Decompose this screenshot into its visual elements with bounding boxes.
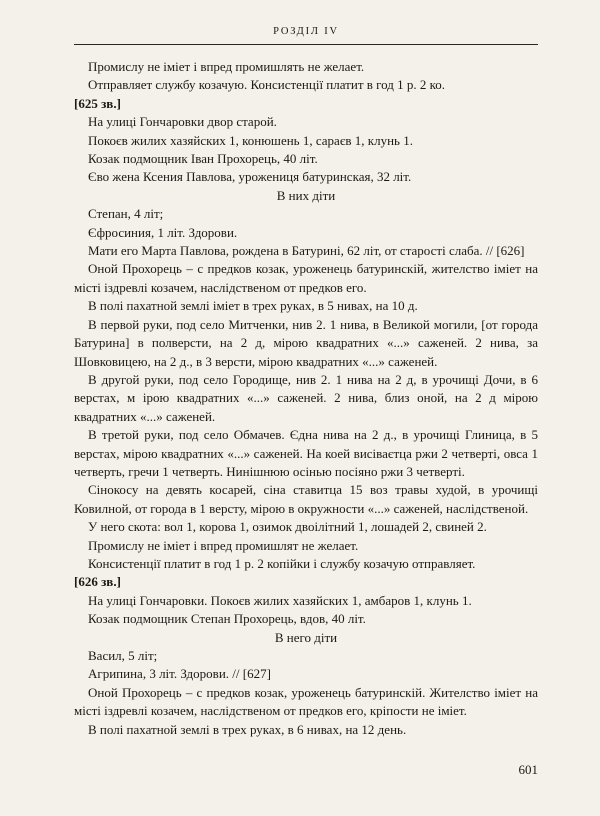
paragraph: На улиці Гончаровки двор старой. — [88, 114, 277, 130]
paragraph: Оной Прохорець – с предков козак, уроженець батуринскій, жителство іміет на місті іздревлі козачем, наслідственом от предков его. — [74, 261, 538, 295]
paragraph: В полі пахатной землі в трех руках, в 6 нивах, на 12 день. — [88, 721, 407, 737]
running-header: РОЗДІЛ IV — [273, 26, 339, 37]
paragraph: Промислу не іміет і впред промишлять не желает. — [88, 59, 365, 74]
header-rule — [74, 44, 538, 45]
page-number: 601 — [518, 762, 538, 777]
paragraph: В первой руки, под село Митченки, нив 2. 1 нива, в Великой могили, [от города Батурина] в полверсти, на 2 д, мірою квадратних «...» саженей. 2 нива, за Шовковицею, на 2 д., в 3 версти, мірою квадратних «...» саженей. — [74, 316, 538, 369]
paragraph: На улиці Гончаровки. Покоєв жилих хазяйских 1, амбаров 1, клунь 1. — [88, 592, 472, 608]
body-text — [74, 58, 538, 739]
paragraph: Єфросиния, 1 літ. Здорови. — [88, 224, 238, 240]
paragraph: Степан, 4 літ; — [88, 206, 164, 222]
paragraph: Промислу не іміет і впред промишлят не желает. — [88, 537, 359, 553]
paragraph: Єво жена Ксения Павлова, урожениця батуринская, 32 літ. — [88, 169, 412, 185]
paragraph: У него скота: вол 1, корова 1, озимок двоілітний 1, лошадей 2, свиней 2. — [88, 519, 487, 535]
paragraph: Консистенції платит в год 1 р. 2 копійки і службу козачую отправляет. — [88, 555, 476, 571]
paragraph: Агрипина, 3 літ. Здорови. // [627] — [88, 666, 271, 682]
paragraph: В другой руки, под село Городище, нив 2. 1 нива на 2 д, в урочищі Дочи, в 6 верстах, м ірою квадратних «...» саженей. 2 нива, близ оной, на 2 д мірою квадратних «...» саженей. — [74, 371, 538, 424]
paragraph: В третой руки, под село Обмачев. Єдна нива на 2 д., в урочищі Глиница, в 5 верстах, мірою квадратних «...» саженей. На коей висіваєтца ржи 2 четверті, овса 1 четверть, гречи 1 четверть. Нинішнюю осінью посіяно ржи 3 четверті. — [74, 427, 538, 479]
paragraph: Козак подмощник Іван Прохорець, 40 літ. — [88, 151, 318, 167]
folio-marker: [626 зв.] — [74, 574, 121, 590]
paragraph: Покоєв жилих хазяйских 1, конюшень 1, сараєв 1, клунь 1. — [88, 132, 413, 148]
section-subheading: В него діти — [274, 629, 338, 645]
paragraph: Мати его Марта Павлова, рождена в Батурині, 62 літ, от старості слаба. // [626] — [88, 243, 525, 259]
paragraph: Оной Прохорець – с предков козак, уроженець батуринскій. Жителство іміет на місті іздревлі козачем, наслідственом от предков его, кріпости не іміет. — [74, 684, 538, 719]
paragraph: В полі пахатной землі іміет в трех руках, в 5 нивах, на 10 д. — [88, 298, 418, 314]
section-subheading: В них діти — [276, 187, 336, 203]
paragraph: Козак подмощник Степан Прохорець, вдов, 40 літ. — [88, 611, 366, 627]
folio-marker: [625 зв.] — [74, 95, 121, 111]
paragraph: Васил, 5 літ; — [88, 648, 158, 663]
paragraph: Сінокосу на девять косарей, сіна ставитца 15 воз травы худой, в урочищі Ковилной, от города в 1 версту, мірою в окружности «...» саженей, наслідственой. — [74, 482, 538, 516]
paragraph: Отправляет службу козачую. Консистенції платит в год 1 р. 2 ко. — [88, 77, 446, 93]
